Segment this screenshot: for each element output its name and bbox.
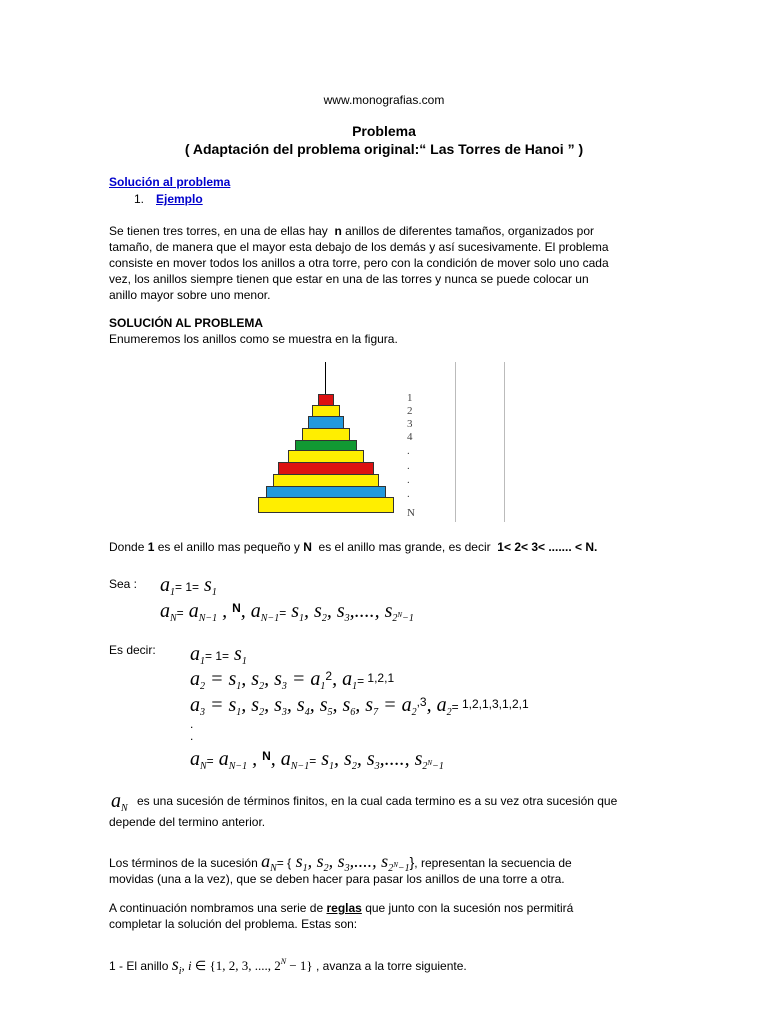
ring-label: .: [407, 445, 410, 457]
eq-esdecir-a1: $a_1= 1= s_1$: [190, 643, 247, 667]
ring-label: 1: [407, 392, 413, 404]
intro-text: Se tienen tres torres, en una de ellas hay: [109, 224, 328, 238]
section-subtext: Enumeremos los anillos como se muestra en la figura.: [109, 332, 398, 346]
n-bold: N: [303, 540, 312, 554]
terms-text: , representan la secuencia de: [414, 856, 572, 870]
donde-line: [109, 540, 597, 554]
eq-a3: $a_3 = s_1$, $s_2$, $s_3$, $s_4$, $s_5$, $s_6$, $s_7 = a_2^{,3}$, $a_2= 1,2,1,3,1,2,1$: [190, 694, 529, 718]
rule-set: , i ∈ {1, 2, 3, ...., $2^N - 1$}: [181, 957, 313, 973]
donde-text: Donde: [109, 540, 145, 554]
rules-line-1: [109, 901, 573, 915]
one-bold: 1: [147, 540, 155, 554]
rule-1: [109, 954, 467, 977]
rules-text: A continuación nombramos una serie de: [109, 901, 324, 915]
eq-a1: $a_1= 1= s_1$: [160, 574, 217, 598]
list-number: 1.: [134, 192, 145, 206]
sequence-formula: $a_N=$ { $s_1$, $s_2$, $s_3$,...., $s_{2^N-1}$}: [261, 851, 415, 874]
ring-label: .: [407, 488, 410, 500]
n-variable: n: [334, 224, 342, 238]
ejemplo-link[interactable]: Ejemplo: [156, 192, 203, 206]
intro-text: tamaño, de manera que el mayor esta debajo de los demás y así sucesivamente. El problema: [109, 240, 609, 254]
vertical-dots: . .: [190, 717, 194, 743]
ring-10: [258, 497, 394, 513]
ring-label: 3: [407, 418, 413, 430]
rule-text: , avanza a la torre siguiente.: [315, 959, 467, 973]
terms-text: Los términos de la sucesión: [109, 856, 258, 870]
rules-text: que junto con la sucesión nos permitirá: [365, 901, 574, 915]
hanoi-figure: [255, 360, 515, 525]
es-decir-label: Es decir:: [109, 643, 156, 657]
rules-line-2: completar la solución del problema. Estas son:: [109, 917, 358, 931]
sea-label: Sea :: [109, 577, 138, 591]
tower-pole-2: [455, 362, 456, 522]
tower-pole-3: [504, 362, 505, 522]
donde-text: es el anillo mas pequeño y: [157, 540, 300, 554]
intro-text: anillo mayor sobre uno menor.: [109, 288, 271, 302]
an-description-2: depende del termino anterior.: [109, 815, 266, 829]
site-url: www.monografias.com: [323, 93, 445, 107]
solucion-link[interactable]: Solución al problema: [109, 175, 231, 189]
eq-an-general: $a_N= a_{N-1}$ , $^N$, $a_{N-1}= s_1$, $s_2$, $s_3$,...., $s_{2^N-1}$: [190, 748, 444, 772]
intro-text: consiste en mover todos los anillos a otra torre, pero con la condición de mover solo uno cada: [109, 256, 609, 270]
reglas-word: reglas: [326, 901, 362, 915]
intro-text: vez, los anillos siempre tienen que estar en una de las torres y nunca se puede colocar un: [109, 272, 589, 286]
order-text: 1< 2< 3< ....... < N.: [497, 540, 598, 554]
tower-pole: [325, 362, 326, 395]
ring-label: .: [407, 460, 410, 472]
ring-label: N: [407, 507, 415, 519]
page-title: Problema: [352, 123, 416, 139]
ring-label: 4: [407, 431, 413, 443]
section-heading: SOLUCIÓN AL PROBLEMA: [109, 316, 264, 330]
intro-text: anillos de diferentes tamaños, organizados por: [345, 224, 594, 238]
an-symbol: $a_N$: [111, 790, 128, 814]
ring-label: 2: [407, 405, 413, 417]
intro-paragraph: [109, 223, 669, 303]
eq-a2: $a_2 = s_1$, $s_2$, $s_3 = a_1^2$, $a_1= 1,2,1$: [190, 668, 395, 692]
terms-line-2: movidas (una a la vez), que se deben hacer para pasar los anillos de una torre a otra.: [109, 872, 565, 886]
page-subtitle: ( Adaptación del problema original:“ Las Torres de Hanoi ” ): [184, 141, 584, 157]
rule-formula: $s_i$: [171, 954, 182, 977]
rule-text: 1 - El anillo: [109, 959, 169, 973]
eq-an: $a_N= a_{N-1}$ , $^N$, $a_{N-1}= s_1$, $s_2$, $s_3$,...., $s_{2^N-1}$: [160, 600, 414, 624]
donde-text: es el anillo mas grande, es decir: [318, 540, 491, 554]
terms-line-1: [109, 851, 572, 874]
ring-label: .: [407, 474, 410, 486]
an-description: es una sucesión de términos finitos, en la cual cada termino es a su vez otra sucesión que: [137, 794, 618, 808]
